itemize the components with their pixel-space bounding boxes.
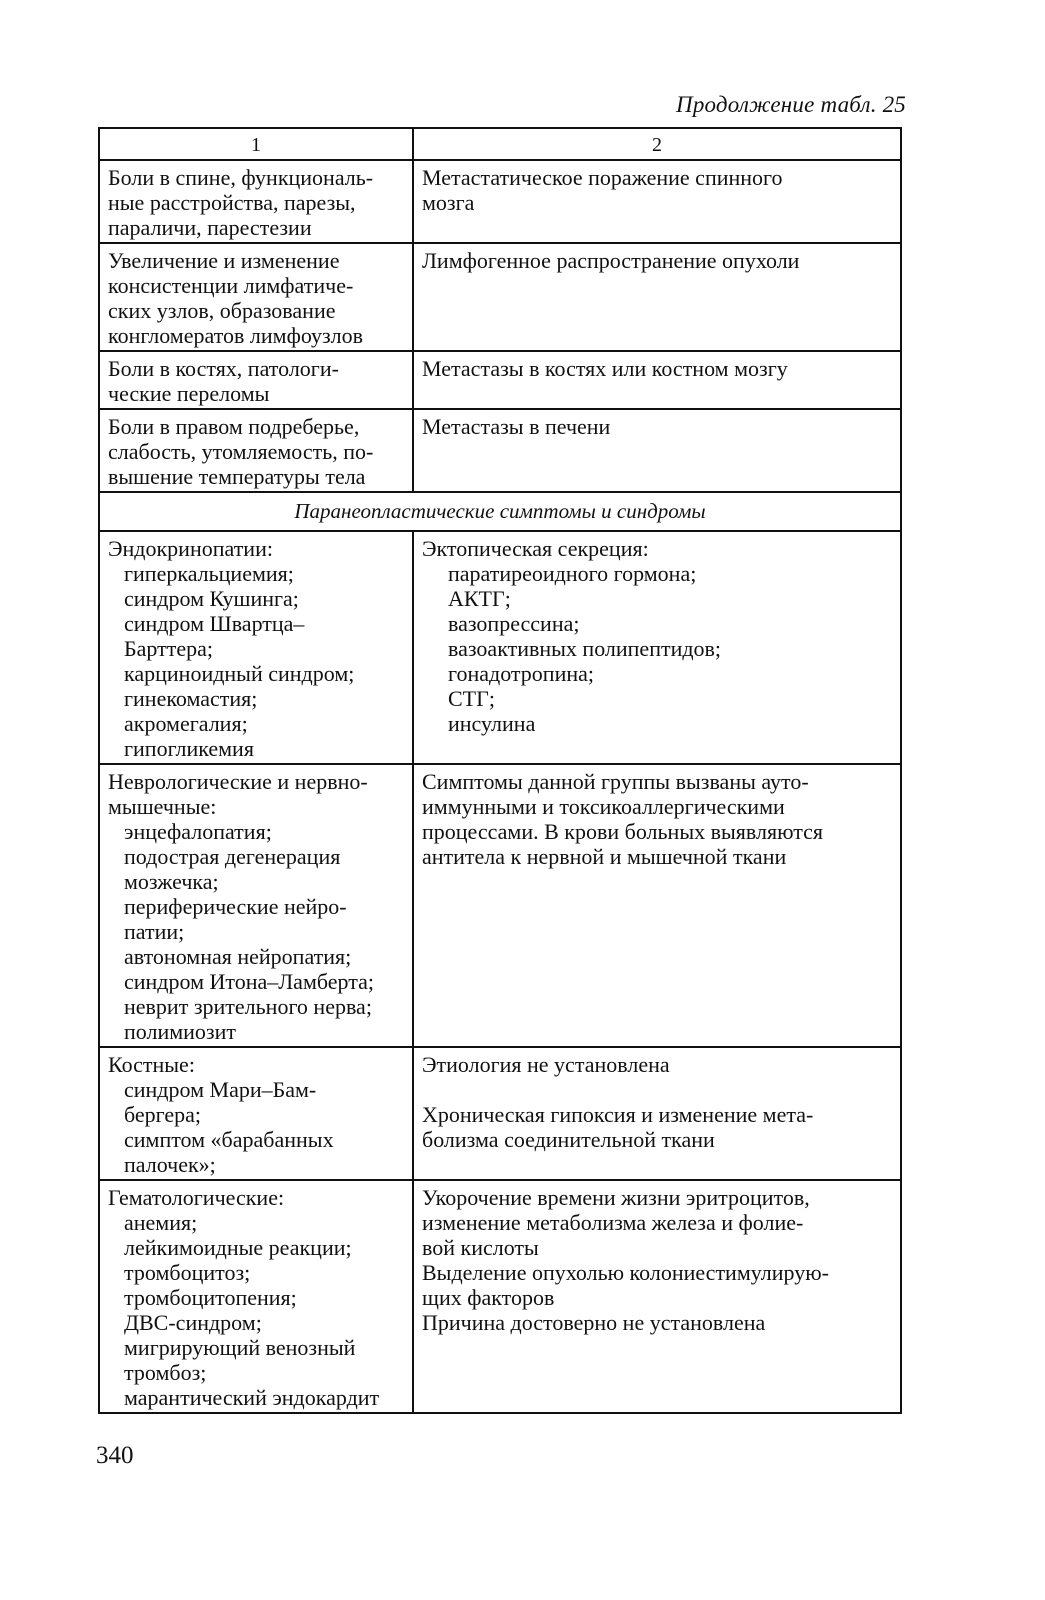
list-item: Барттера; — [124, 636, 213, 661]
list-item: тромбоз; — [124, 1360, 207, 1385]
list-item: акромегалия; — [124, 711, 248, 736]
symptom-cell — [99, 409, 413, 492]
list-item: карциноидный синдром; — [124, 661, 355, 686]
cause-cell — [413, 243, 901, 351]
symptom-cell — [99, 764, 413, 1047]
cell-line: Метастатическое поражение спинного — [422, 165, 783, 190]
cell-line: болизма соединительной ткани — [422, 1127, 715, 1152]
symptom-cell — [99, 1180, 413, 1413]
list-item: энцефалопатия; — [124, 819, 272, 844]
cell-line: Метастазы в костях или костном мозгу — [422, 356, 788, 381]
list-item: бергера; — [124, 1102, 202, 1127]
cell-line: мозга — [422, 190, 475, 215]
section-title: Паранеопластические симптомы и синдромы — [99, 492, 901, 531]
list-item: мозжечка; — [124, 869, 219, 894]
cell-line: ческие переломы — [108, 381, 270, 406]
list-item: палочек»; — [124, 1152, 216, 1177]
list-item: паратиреоидного гормона; — [448, 561, 697, 586]
section-row — [99, 492, 901, 531]
list-item: вазоактивных полипептидов; — [448, 636, 722, 661]
group-title: Костные: — [108, 1052, 195, 1077]
group-title: Гематологические: — [108, 1185, 285, 1210]
cell-line: Метастазы в печени — [422, 414, 611, 439]
symptom-cell — [99, 160, 413, 243]
table-row — [99, 531, 901, 764]
spacer — [422, 1077, 892, 1102]
list-item: синдром Итона–Ламберта; — [124, 969, 375, 994]
cell-line: Этиология не установлена — [422, 1052, 670, 1077]
cell-line: конгломератов лимфоузлов — [108, 323, 364, 348]
page-number: 340 — [96, 1442, 134, 1469]
list-item: вазопрессина; — [448, 611, 580, 636]
table-header-row — [99, 128, 901, 160]
cause-cell — [413, 764, 901, 1047]
list-item: лейкимоидные реакции; — [124, 1235, 352, 1260]
table-row — [99, 409, 901, 492]
cell-line: ные расстройства, парезы, — [108, 190, 356, 215]
cause-cell — [413, 1047, 901, 1180]
group-title: Эктопическая секреция: — [422, 536, 649, 561]
cell-line: изменение метаболизма железа и фолие- — [422, 1210, 804, 1235]
cell-line: Выделение опухолью колониестимулирую- — [422, 1260, 830, 1285]
cause-cell — [413, 351, 901, 409]
table-row — [99, 160, 901, 243]
cell-line: слабость, утомляемость, по- — [108, 439, 374, 464]
list-item: тромбоцитоз; — [124, 1260, 251, 1285]
table-row — [99, 351, 901, 409]
cell-line: Симптомы данной группы вызваны ауто- — [422, 769, 809, 794]
cell-line: процессами. В крови больных выявляются — [422, 819, 824, 844]
list-item: гинекомастия; — [124, 686, 258, 711]
group-title: мышечные: — [108, 794, 217, 819]
list-item: патии; — [124, 919, 185, 944]
cause-cell — [413, 409, 901, 492]
column-header-1: 1 — [99, 128, 413, 160]
cell-line: параличи, парестезии — [108, 215, 312, 240]
list-item: неврит зрительного нерва; — [124, 994, 372, 1019]
table-row — [99, 1180, 901, 1413]
list-item: синдром Швартца– — [124, 611, 305, 636]
cell-line: ских узлов, образование — [108, 298, 336, 323]
list-item: инсулина — [448, 711, 536, 736]
symptom-cell — [99, 531, 413, 764]
symptom-cell — [99, 243, 413, 351]
cell-line: иммунными и токсикоаллергическими — [422, 794, 785, 819]
list-item: гонадотропина; — [448, 661, 594, 686]
list-item: гиперкальциемия; — [124, 561, 294, 586]
cell-line: антитела к нервной и мышечной ткани — [422, 844, 787, 869]
cause-cell — [413, 531, 901, 764]
cell-line: Боли в правом подреберье, — [108, 414, 360, 439]
symptoms-table — [98, 127, 902, 1414]
list-item: мигрирующий венозный — [124, 1335, 356, 1360]
cause-cell — [413, 1180, 901, 1413]
list-item: АКТГ; — [448, 586, 511, 611]
list-item: периферические нейро- — [124, 894, 347, 919]
group-title: Эндокринопатии: — [108, 536, 273, 561]
cell-line: консистенции лимфатиче- — [108, 273, 354, 298]
cell-line: вой кислоты — [422, 1235, 539, 1260]
cell-line: щих факторов — [422, 1285, 555, 1310]
cell-line: Лимфогенное распространение опухоли — [422, 248, 800, 273]
list-item: тромбоцитопения; — [124, 1285, 297, 1310]
table-row — [99, 764, 901, 1047]
list-item: полимиозит — [124, 1019, 237, 1044]
table-row — [99, 1047, 901, 1180]
list-item: подострая дегенерация — [124, 844, 341, 869]
symptom-cell — [99, 1047, 413, 1180]
cell-line: Причина достоверно не установлена — [422, 1310, 766, 1335]
list-item: ДВС-синдром; — [124, 1310, 262, 1335]
cell-line: Увеличение и изменение — [108, 248, 340, 273]
list-item: анемия; — [124, 1210, 198, 1235]
list-item: СТГ; — [448, 686, 495, 711]
cell-line: Боли в костях, патологи- — [108, 356, 339, 381]
cell-line: вышение температуры тела — [108, 464, 366, 489]
symptom-cell — [99, 351, 413, 409]
cell-line: Боли в спине, функциональ- — [108, 165, 374, 190]
cell-line: Укорочение времени жизни эритроцитов, — [422, 1185, 810, 1210]
group-title: Неврологические и нервно- — [108, 769, 368, 794]
list-item: марантический эндокардит — [124, 1385, 380, 1410]
list-item: гипогликемия — [124, 736, 254, 761]
table-row — [99, 243, 901, 351]
list-item: симптом «барабанных — [124, 1127, 334, 1152]
column-header-2: 2 — [413, 128, 901, 160]
cell-line: Хроническая гипоксия и изменение мета- — [422, 1102, 814, 1127]
table-caption: Продолжение табл. 25 — [676, 92, 906, 117]
list-item: автономная нейропатия; — [124, 944, 352, 969]
list-item: синдром Кушинга; — [124, 586, 299, 611]
list-item: синдром Мари–Бам- — [124, 1077, 317, 1102]
cause-cell — [413, 160, 901, 243]
